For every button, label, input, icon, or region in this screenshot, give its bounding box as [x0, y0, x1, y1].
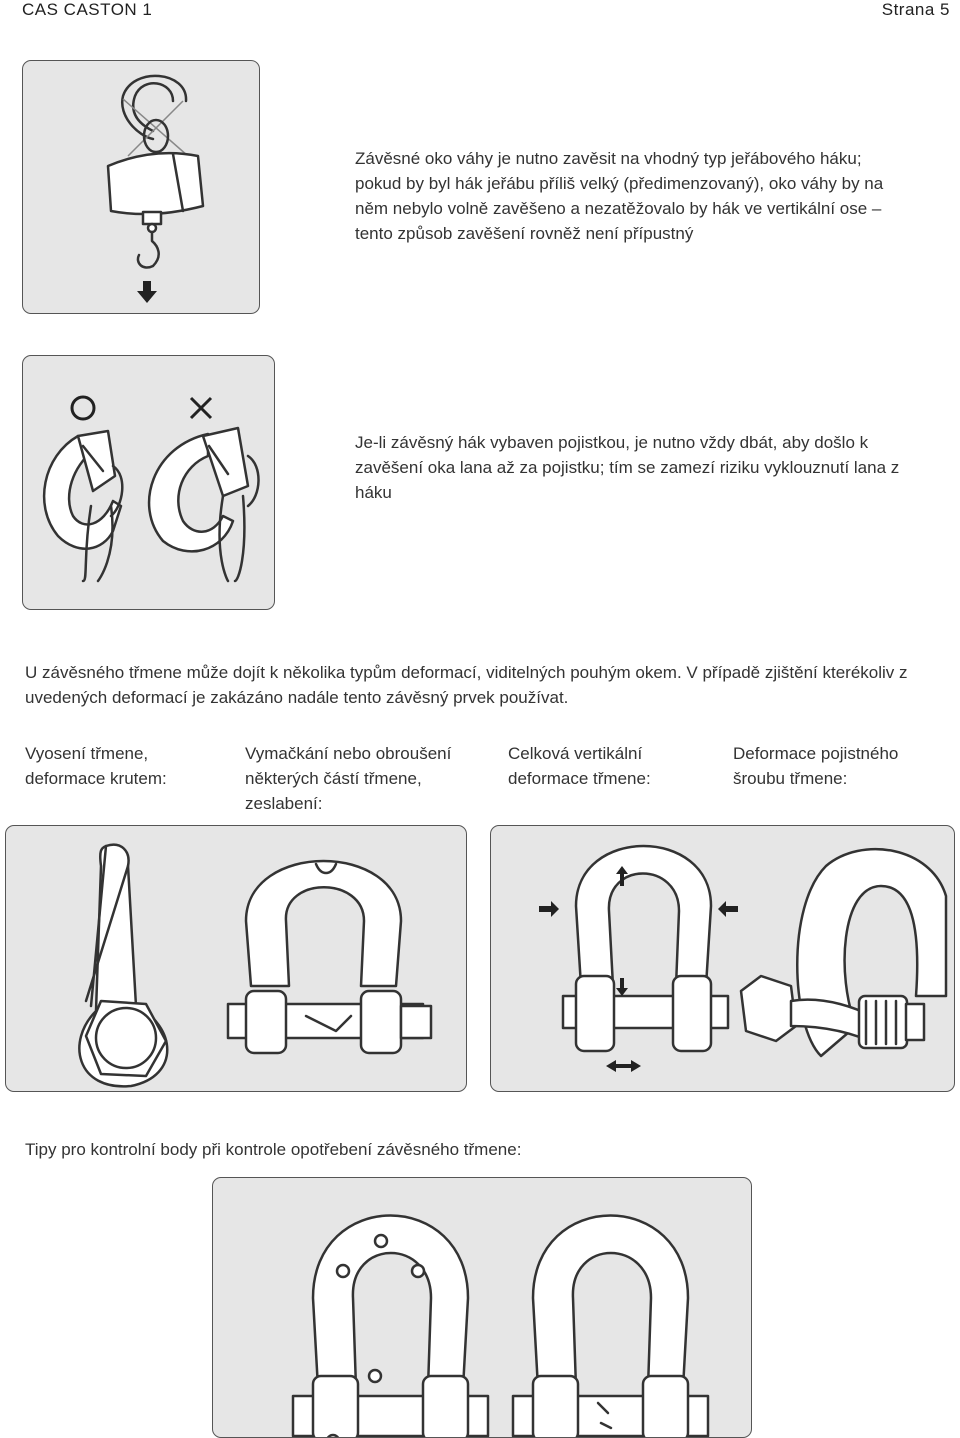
scale-on-oversized-hook-illustration	[23, 61, 260, 314]
illustration-panel-inspection-points	[212, 1177, 752, 1438]
scale-hook-instruction: Závěsné oko váhy je nutno zavěsit na vhodný typ jeřábového háku; pokud by byl hák jeřábu příliš velký (předimenzovaný), oko váhy by na něm nebylo volně zavěšeno a nezatěžovalo by hák ve vertikální ose – tento způsob zavěšení rovněž není přípustný	[355, 149, 884, 243]
caption-vertical-deformation: Celková vertikální deformace třmene:	[508, 744, 651, 788]
deformed-shackles-illustration	[491, 826, 955, 1092]
inspection-tips-title: Tipy pro kontrolní body při kontrole opotřebení závěsného třmene:	[25, 1140, 522, 1159]
illustration-panel-scale-hook	[22, 60, 260, 314]
shackle-inspection-points-illustration	[213, 1178, 752, 1438]
illustration-panel-hook-latch	[22, 355, 275, 610]
caption-pin-deformation: Deformace pojistného šroubu třmene:	[733, 744, 899, 788]
page-number: Strana 5	[881, 0, 950, 19]
shackle-deformation-intro: U závěsného třmene může dojít k několika typům deformací, viditelných pouhým okem. V případě zjištění kterékoliv z uvedených deformací je zakázáno nadále tento závěsný prvek používat.	[25, 663, 908, 707]
document-id: CAS CASTON 1	[22, 0, 153, 19]
illustration-panel-shackles-right	[490, 825, 955, 1092]
caption-twist-deformation: Vyosení třmene, deformace krutem:	[25, 744, 167, 788]
hook-latch-illustration	[23, 356, 275, 610]
twisted-and-worn-shackles-illustration	[6, 826, 467, 1092]
illustration-panel-shackles-left	[5, 825, 467, 1092]
caption-wear-deformation: Vymačkání nebo obroušení některých částí třmene, zeslabení:	[245, 744, 452, 813]
hook-latch-instruction: Je-li závěsný hák vybaven pojistkou, je nutno vždy dbát, aby došlo k zavěšení oka lana až za pojistku; tím se zamezí riziku vyklouznutí lana z háku	[355, 433, 900, 502]
